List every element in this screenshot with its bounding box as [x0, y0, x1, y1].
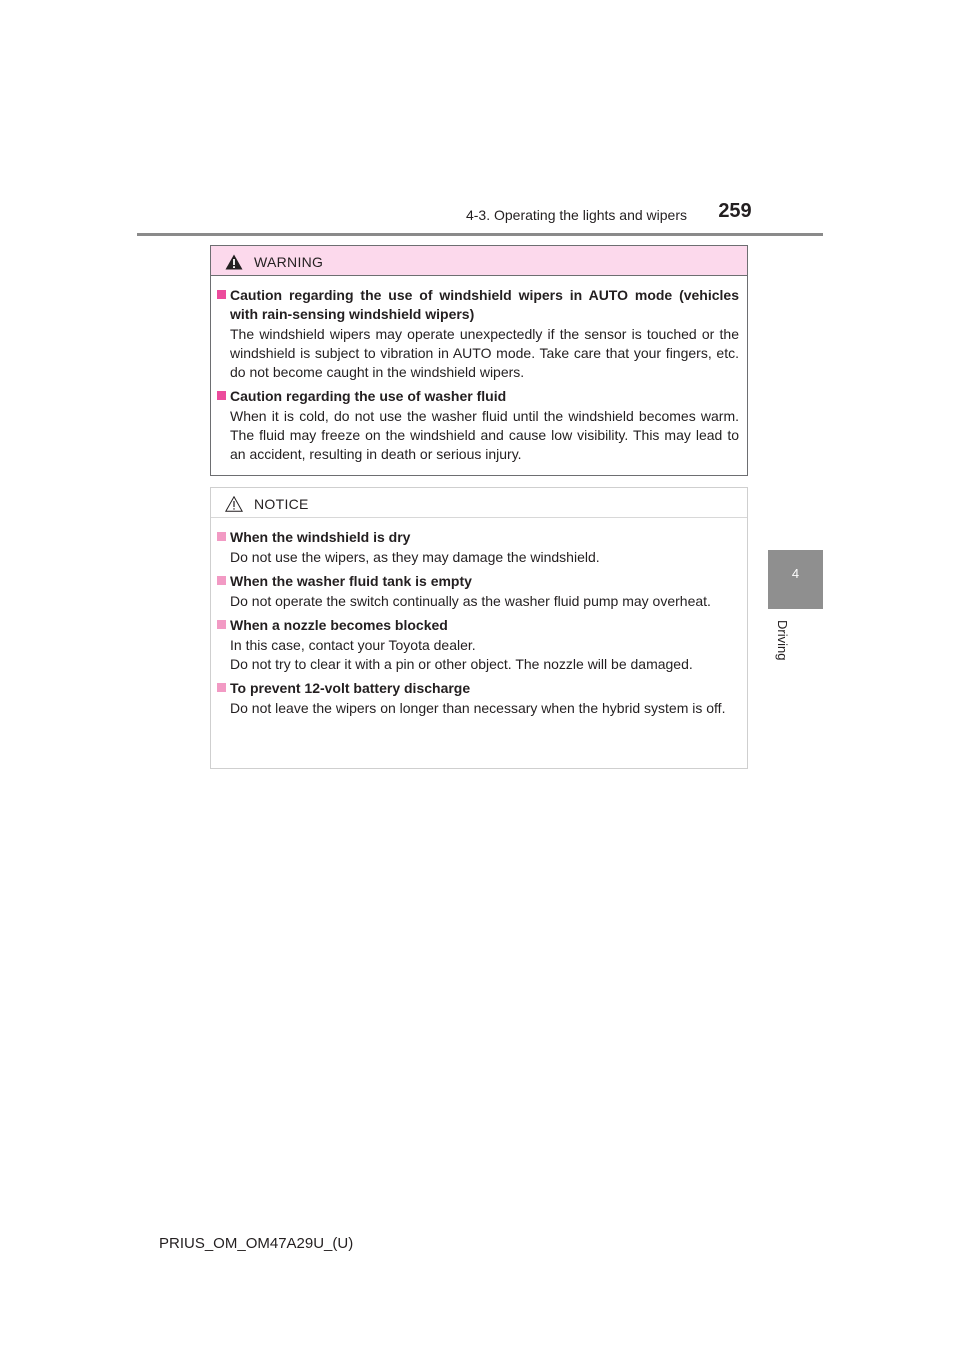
warning-triangle-icon [225, 254, 243, 270]
page-number: 259 [718, 200, 752, 222]
bullet-square-icon [217, 576, 226, 585]
section-title: 4-3. Operating the lights and wipers [465, 207, 687, 223]
notice-item-title: When the washer fluid tank is empty [230, 573, 472, 589]
bullet-square-icon [217, 620, 226, 629]
chapter-label: Driving [775, 620, 790, 661]
warning-item-text: The windshield wipers may operate unexpectedly if the sensor is touched or the windshield is subject to vibration in AUTO mode. Take care that your fingers, etc. do not become caught in the windshield wipers. [230, 326, 739, 380]
notice-item-text: Do not try to clear it with a pin or other object. The nozzle will be damaged. [230, 656, 693, 672]
notice-item [217, 572, 739, 611]
notice-item [217, 528, 739, 567]
notice-box [210, 487, 748, 769]
bullet-square-icon [217, 391, 226, 400]
chapter-tab [768, 550, 823, 609]
warning-item-title: Caution regarding the use of washer fluid [230, 388, 507, 404]
notice-body [211, 518, 747, 718]
notice-item-title: To prevent 12-volt battery discharge [230, 680, 471, 696]
warning-box [210, 245, 748, 476]
warning-item-title: Caution regarding the use of windshield wipers in AUTO mode (vehicles with rain-sensing windshield wipers) [230, 287, 739, 322]
header-rule [137, 233, 823, 236]
notice-item [217, 679, 739, 718]
notice-item-title: When the windshield is dry [230, 529, 411, 545]
notice-item-text: Do not operate the switch continually as the washer fluid pump may overheat. [230, 593, 711, 609]
warning-body [211, 276, 747, 464]
notice-item-text: Do not leave the wipers on longer than necessary when the hybrid system is off. [230, 700, 726, 716]
notice-item-text: In this case, contact your Toyota dealer. [230, 637, 476, 653]
bullet-square-icon [217, 683, 226, 692]
chapter-number: 4 [791, 566, 800, 581]
caution-triangle-icon [225, 496, 243, 512]
notice-item [217, 616, 739, 674]
warning-item-text: When it is cold, do not use the washer fluid until the windshield becomes warm. The fluid may freeze on the windshield and cause low visibility. This may lead to an accident, resulting in death or serious injury. [230, 408, 739, 462]
document-code: PRIUS_OM_OM47A29U_(U) [159, 1235, 354, 1252]
warning-label: WARNING [254, 254, 324, 270]
bullet-square-icon [217, 290, 226, 299]
warning-header [211, 246, 747, 276]
notice-item-title: When a nozzle becomes blocked [230, 617, 448, 633]
bullet-square-icon [217, 532, 226, 541]
warning-item [217, 387, 739, 464]
notice-label: NOTICE [254, 496, 309, 512]
notice-header [211, 488, 747, 518]
notice-item-text: Do not use the wipers, as they may damage the windshield. [230, 549, 600, 565]
warning-item [217, 286, 739, 382]
